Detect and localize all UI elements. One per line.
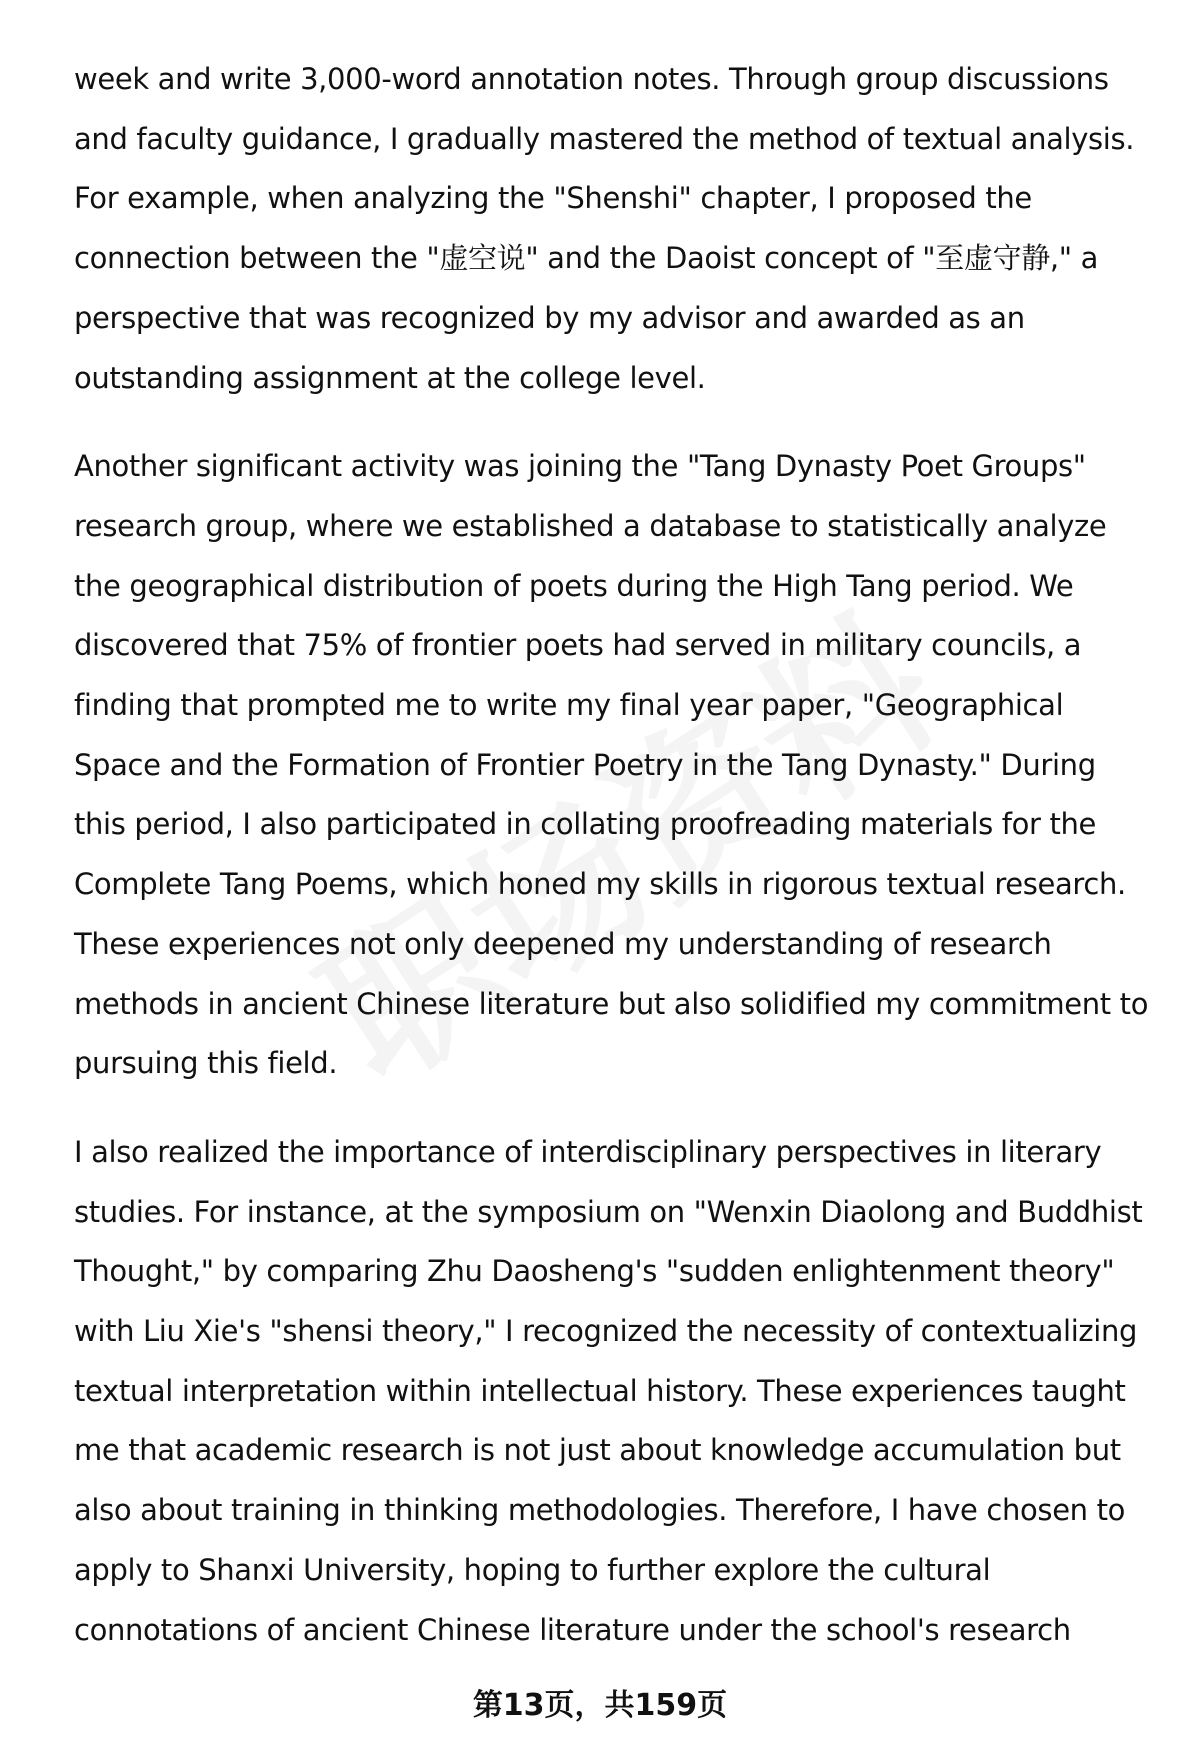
page-number-footer: 第13页，共159页: [472, 1688, 728, 1723]
paragraph-interdisciplinary: I also realized the importance of interdisciplinary perspectives in literary studies. For instance, at the symposium on "Wenxin Diaolong and Buddhist Thought," by comparing Zhu Daosheng's "sudden enlightenment theory" with Liu Xie's "shensi theory," I recognized the necessity of contextualizing textual interpretation within intellectual history. These experiences taught me that academic research is not just about knowledge accumulation but also about training in thinking methodologies. Therefore, I have chosen to apply to Shanxi University, hoping to further explore the cultural connotations of ancient Chinese literature under the school's research: [74, 1134, 1143, 1647]
paragraph-tang-poet-groups: Another significant activity was joining the "Tang Dynasty Poet Groups" research group, where we established a database to statistically analyze the geographical distribution of poets during the High Tang period. We discovered that 75% of frontier poets had served in military councils, a finding that prompted me to write my final year paper, "Geographical Space and the Formation of Frontier Poetry in the Tang Dynasty." During this period, I also participated in collating proofreading materials for the Complete Tang Poems, which honed my skills in rigorous textual research. These experiences not only deepened my understanding of research methods in ancient Chinese literature but also solidified my commitment to pursuing this field.: [74, 449, 1149, 1081]
body-text: [74, 50, 1154, 1689]
paragraph-annotation-notes: week and write 3,000-word annotation notes. Through group discussions and faculty guidance, I gradually mastered the method of textual analysis. For example, when analyzing the "Shenshi" chapter, I proposed the connection between the "虚空说" and the Daoist concept of "至虚守静," a perspective that was recognized by my advisor and awarded as an outstanding assignment at the college level.: [74, 62, 1135, 395]
